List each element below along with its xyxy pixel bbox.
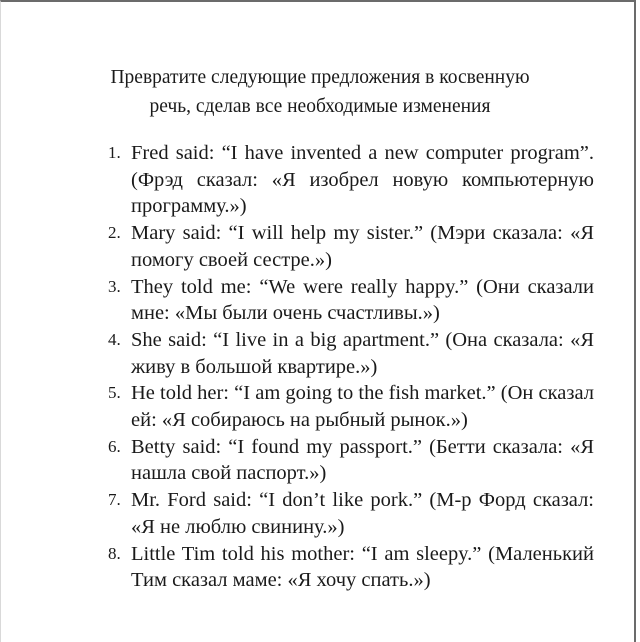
list-item-1 (108, 140, 594, 220)
list-item-8 (108, 541, 594, 594)
item-text: Little Tim told his mother: “I am sleepy.” (Маленький Тим сказал маме: «Я хочу спать.») (131, 542, 594, 592)
page-title (60, 63, 580, 121)
item-number: 3. (108, 276, 121, 296)
item-number: 5. (108, 383, 121, 403)
item-text: Betty said: “I found my passport.” (Бетти сказала: «Я нашла свой паспорт.») (131, 435, 594, 485)
item-number: 2. (108, 223, 121, 243)
item-text: She said: “I live in a big apartment.” (Она сказала: «Я живу в большой квартире.») (131, 328, 594, 378)
item-number: 4. (108, 329, 121, 349)
item-number: 1. (108, 143, 121, 162)
item-number: 6. (108, 436, 121, 456)
item-text: They told me: “We were really happy.” (Они сказали мне: «Мы были очень счастливы.») (131, 275, 594, 325)
item-text: Mr. Ford said: “I don’t like pork.” (М-р Форд сказал: «Я не люблю свинину.») (131, 489, 594, 538)
item-number: 8. (108, 543, 121, 563)
title-line-1: Превратите следующие предложения в косвенную (110, 67, 530, 88)
list-item-7 (108, 487, 594, 540)
item-text: Mary said: “I will help my sister.” (Мэри сказала: «Я помогу своей сестре.») (131, 222, 594, 271)
item-text: Fred said: “I have invented a new computer program”. (Фрэд сказал: «Я изобрел новую компьютерную программу.») (131, 142, 594, 218)
item-number: 7. (108, 490, 121, 510)
item-text: He told her: “I am going to the fish market.” (Он сказал ей: «Я собираюсь на рыбный рынок.») (131, 382, 594, 432)
list-item-4 (108, 327, 594, 380)
list-item-5 (108, 380, 594, 433)
list-item-6 (108, 434, 594, 487)
exercise-list (108, 140, 594, 594)
list-item-3 (108, 274, 594, 327)
title-line-2: речь, сделав все необходимые изменения (149, 96, 491, 117)
list-item-2 (108, 220, 594, 273)
